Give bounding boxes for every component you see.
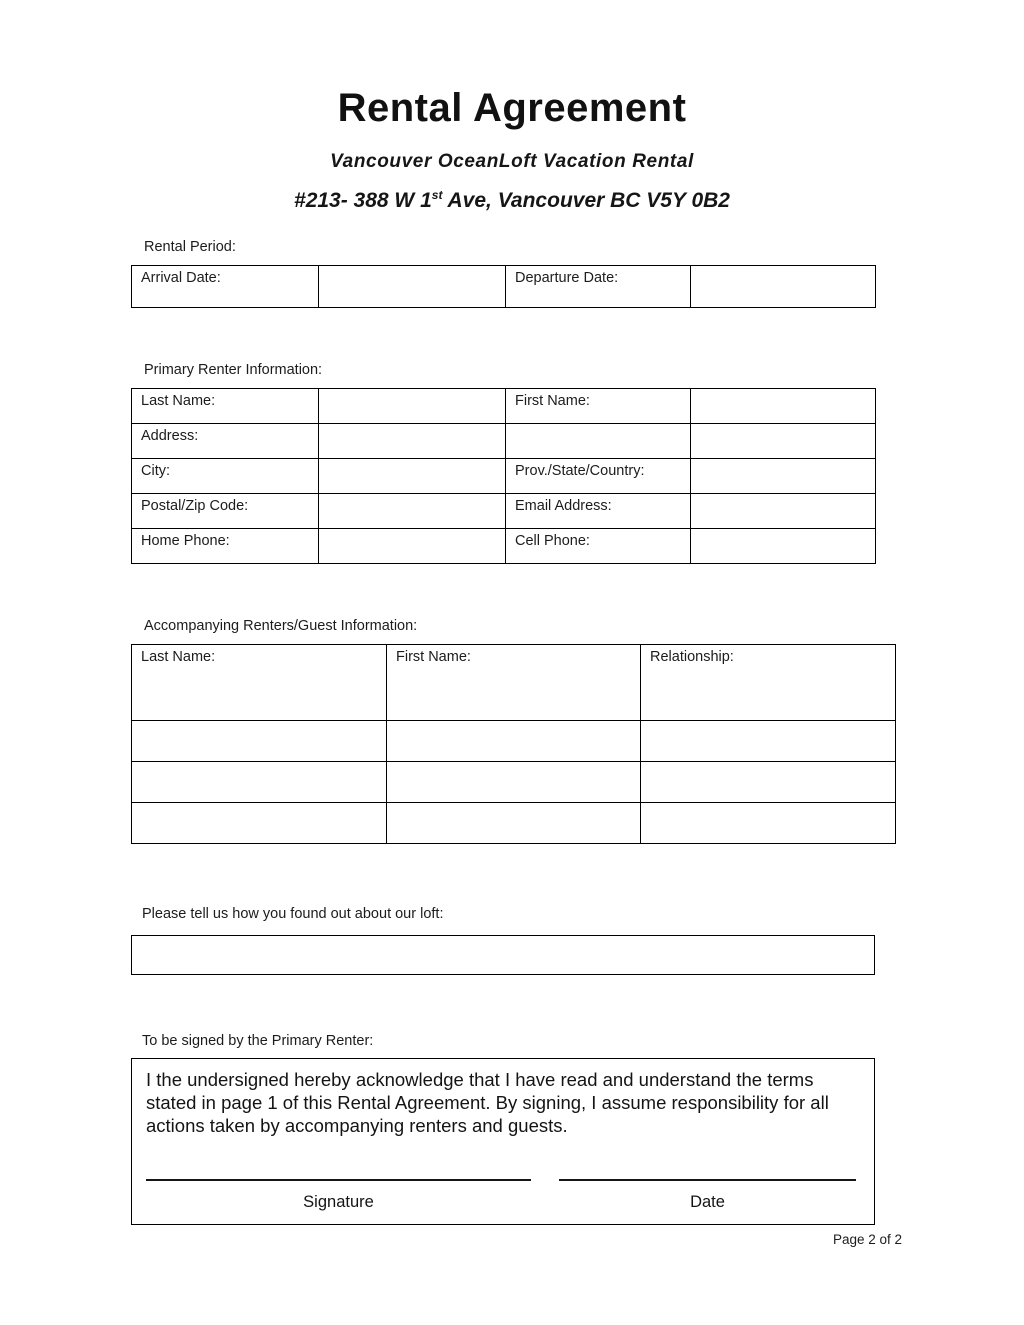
document-header [0,0,1024,213]
table-row [132,494,876,529]
home-phone-label: Home Phone: [132,529,319,564]
cell-phone-field[interactable] [691,529,876,564]
address-field-2[interactable] [506,424,691,459]
signature-line[interactable] [146,1167,531,1181]
table-row [132,721,896,762]
postal-zip-field[interactable] [319,494,506,529]
table-row [132,529,876,564]
table-row [132,803,896,844]
document-title: Rental Agreement [337,86,687,130]
signature-box [131,1058,875,1225]
arrival-date-field[interactable] [319,266,506,308]
signature-row [146,1167,860,1212]
guest-first-name-field[interactable] [387,721,641,762]
guest-last-name-field[interactable] [132,803,387,844]
rental-period-table [131,265,876,308]
first-name-label: First Name: [506,389,691,424]
departure-date-field[interactable] [691,266,876,308]
departure-date-label: Departure Date: [506,266,691,308]
guest-first-name-field[interactable] [387,803,641,844]
city-field[interactable] [319,459,506,494]
address-ordinal: st [431,188,443,202]
accompanying-renters-table [131,644,896,844]
guest-relationship-field[interactable] [641,762,896,803]
guest-first-name-field[interactable] [387,762,641,803]
date-label: Date [690,1193,725,1212]
guest-relationship-header: Relationship: [641,645,896,721]
accompanying-renters-label: Accompanying Renters/Guest Information: [144,618,418,634]
form-content [131,239,895,1225]
signature-column [146,1167,531,1212]
cell-phone-label: Cell Phone: [506,529,691,564]
first-name-field[interactable] [691,389,876,424]
to-be-signed-label: To be signed by the Primary Renter: [142,1033,374,1049]
last-name-label: Last Name: [132,389,319,424]
table-row [132,266,876,308]
address-field-3[interactable] [691,424,876,459]
email-address-field[interactable] [691,494,876,529]
table-row [132,459,876,494]
address-field[interactable] [319,424,506,459]
document-address [0,188,1024,213]
date-line[interactable] [559,1167,856,1181]
document-subtitle: Vancouver OceanLoft Vacation Rental [330,151,694,172]
email-address-label: Email Address: [506,494,691,529]
page-number: Page 2 of 2 [832,1232,902,1247]
acknowledgement-text: I the undersigned hereby acknowledge that I have read and understand the terms stated in page 1 of this Rental Agreement. By signing, I assume responsibility for all actions taken by accompanying renters and guests. [146,1069,829,1137]
city-label: City: [132,459,319,494]
address-label: Address: [132,424,319,459]
guest-first-name-header: First Name: [387,645,641,721]
postal-zip-label: Postal/Zip Code: [132,494,319,529]
prov-state-country-field[interactable] [691,459,876,494]
rental-period-label: Rental Period: [144,239,236,255]
arrival-date-label: Arrival Date: [132,266,319,308]
guest-relationship-field[interactable] [641,803,896,844]
table-header-row [132,645,896,721]
signature-label: Signature [303,1193,374,1212]
found-out-label: Please tell us how you found out about our loft: [142,906,444,922]
table-row [132,424,876,459]
found-out-field[interactable] [131,935,875,975]
address-prefix: #213- 388 W 1 [294,189,432,212]
date-column [559,1167,856,1212]
guest-last-name-header: Last Name: [132,645,387,721]
guest-last-name-field[interactable] [132,762,387,803]
primary-renter-table [131,388,876,564]
prov-state-country-label: Prov./State/Country: [506,459,691,494]
guest-last-name-field[interactable] [132,721,387,762]
last-name-field[interactable] [319,389,506,424]
table-row [132,389,876,424]
guest-relationship-field[interactable] [641,721,896,762]
address-suffix: Ave, Vancouver BC V5Y 0B2 [442,189,730,212]
home-phone-field[interactable] [319,529,506,564]
table-row [132,762,896,803]
primary-renter-label: Primary Renter Information: [144,362,323,378]
